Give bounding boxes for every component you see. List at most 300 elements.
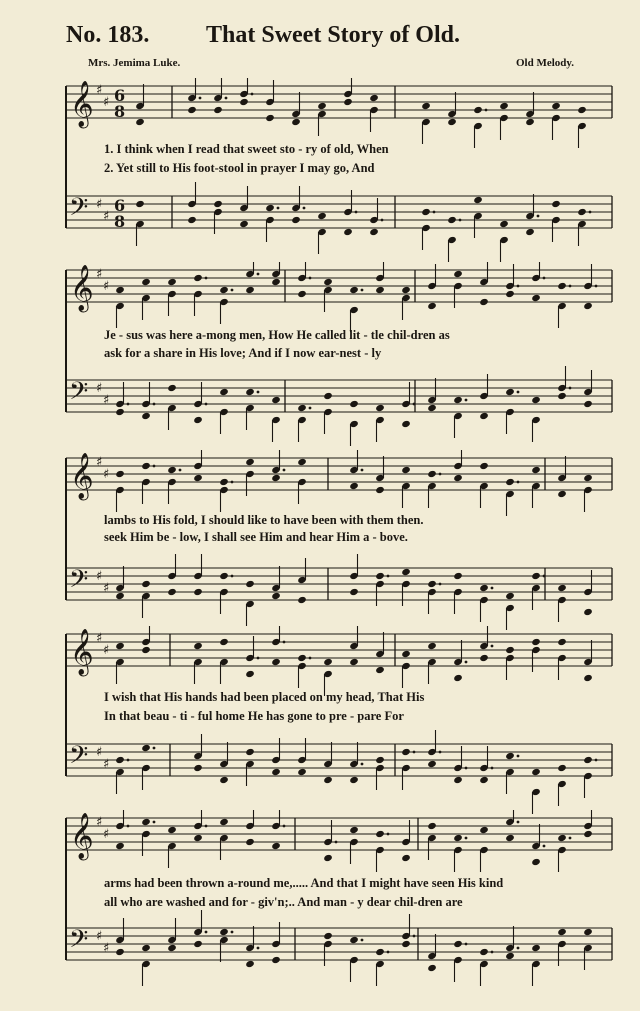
dot — [153, 747, 156, 750]
dot — [459, 219, 462, 222]
notehead — [349, 588, 359, 596]
lyric-line-verse-2: seek Him be - low, I shall see Him and hear Him a - bove. — [104, 530, 408, 544]
music-system-5 — [0, 810, 640, 1000]
notehead — [401, 854, 411, 862]
hymn-number: No. 183. — [66, 22, 150, 48]
notehead — [115, 408, 125, 416]
notehead — [219, 818, 229, 826]
bass-clef-icon: 𝄢 — [69, 565, 89, 600]
notehead — [505, 478, 515, 486]
dot — [543, 277, 546, 280]
notehead — [583, 756, 593, 764]
notehead — [297, 404, 307, 412]
notehead — [479, 462, 489, 470]
dot — [465, 767, 468, 770]
notehead — [317, 212, 327, 220]
sharp-icon: ♯ — [103, 643, 110, 658]
notehead — [245, 580, 255, 588]
dot — [543, 575, 546, 578]
sharp-icon: ♯ — [96, 569, 103, 584]
dot — [335, 841, 338, 844]
notehead — [141, 818, 151, 826]
notehead — [239, 220, 249, 228]
notehead — [115, 756, 125, 764]
sharp-icon: ♯ — [96, 745, 103, 760]
notehead — [557, 584, 567, 592]
notehead — [323, 854, 333, 862]
treble-clef-icon: 𝄞 — [70, 265, 94, 311]
notehead — [297, 458, 307, 466]
dot — [413, 935, 416, 938]
notehead — [557, 764, 567, 772]
dot — [127, 759, 130, 762]
notehead — [557, 392, 567, 400]
dot — [589, 211, 592, 214]
sharp-icon: ♯ — [96, 929, 103, 944]
dot — [517, 947, 520, 950]
notehead — [427, 822, 437, 830]
notehead — [479, 654, 489, 662]
dot — [231, 931, 234, 934]
time-signature-top: 6 — [114, 86, 126, 105]
notehead — [245, 838, 255, 846]
dot — [127, 825, 130, 828]
lyric-line-verse-1: lambs to His fold, I should like to have been with them then. — [104, 513, 424, 527]
dot — [361, 289, 364, 292]
hymn-header — [0, 0, 640, 80]
notehead — [271, 956, 281, 964]
bass-clef-icon: 𝄢 — [69, 377, 89, 412]
notehead — [141, 944, 151, 952]
dot — [199, 97, 202, 100]
notehead — [141, 744, 151, 752]
sharp-icon: ♯ — [103, 95, 110, 110]
notehead — [557, 490, 567, 498]
bass-clef-icon: 𝄢 — [69, 193, 89, 228]
notehead — [427, 302, 437, 310]
dot — [257, 391, 260, 394]
notehead — [219, 572, 229, 580]
notehead — [473, 106, 483, 114]
notehead — [421, 208, 431, 216]
dot — [439, 583, 442, 586]
notehead — [453, 572, 463, 580]
notehead — [577, 106, 587, 114]
notehead — [115, 948, 125, 956]
notehead — [401, 568, 411, 576]
notehead — [213, 106, 223, 114]
notehead — [141, 278, 151, 286]
music-system-1 — [0, 78, 640, 268]
notehead — [421, 102, 431, 110]
notehead — [447, 118, 457, 126]
notehead — [505, 834, 515, 842]
notehead — [349, 826, 359, 834]
notehead — [349, 658, 359, 666]
notehead — [193, 940, 203, 948]
notehead — [401, 286, 411, 294]
notehead — [291, 118, 301, 126]
notehead — [219, 388, 229, 396]
notehead — [401, 466, 411, 474]
lyric-line-verse-1: 1. I think when I read that sweet sto - ry of old, When — [104, 142, 389, 156]
notehead — [141, 646, 151, 654]
dot — [205, 277, 208, 280]
dot — [127, 403, 130, 406]
notehead — [219, 638, 229, 646]
notehead — [115, 286, 125, 294]
dot — [465, 399, 468, 402]
notehead — [219, 478, 229, 486]
time-signature-bottom: 8 — [114, 102, 126, 121]
notehead — [115, 592, 125, 600]
dot — [543, 845, 546, 848]
notehead — [245, 960, 255, 968]
notehead — [531, 638, 541, 646]
dot — [517, 821, 520, 824]
notehead — [531, 466, 541, 474]
notehead — [369, 94, 379, 102]
notehead — [213, 200, 223, 208]
dot — [283, 825, 286, 828]
notehead — [239, 98, 249, 106]
notehead — [323, 776, 333, 784]
dot — [251, 93, 254, 96]
notehead — [135, 200, 145, 208]
notehead — [427, 964, 437, 972]
notehead — [583, 674, 593, 682]
dot — [283, 641, 286, 644]
dot — [277, 207, 280, 210]
dot — [257, 947, 260, 950]
notehead — [577, 208, 587, 216]
dot — [381, 219, 384, 222]
notehead — [349, 936, 359, 944]
dot — [231, 575, 234, 578]
music-system-3 — [0, 450, 640, 640]
hymn-composer: Old Melody. — [516, 57, 575, 69]
notehead — [531, 858, 541, 866]
notehead — [271, 278, 281, 286]
notehead — [167, 384, 177, 392]
music-system-2 — [0, 262, 640, 452]
sharp-icon: ♯ — [103, 393, 110, 408]
dot — [537, 215, 540, 218]
notehead — [245, 286, 255, 294]
notehead — [525, 228, 535, 236]
notehead — [427, 642, 437, 650]
notehead — [291, 216, 301, 224]
notehead — [499, 102, 509, 110]
notehead — [167, 278, 177, 286]
notehead — [427, 470, 437, 478]
notehead — [245, 458, 255, 466]
notehead — [349, 400, 359, 408]
lyric-line-verse-1: arms had been thrown a-round me,..... And that I might have seen His kind — [104, 876, 504, 890]
notehead — [297, 290, 307, 298]
notehead — [167, 588, 177, 596]
dot — [491, 951, 494, 954]
notehead — [219, 928, 229, 936]
dot — [231, 481, 234, 484]
notehead — [479, 412, 489, 420]
notehead — [583, 830, 593, 838]
notehead — [219, 286, 229, 294]
notehead — [473, 196, 483, 204]
notehead — [479, 584, 489, 592]
notehead — [271, 768, 281, 776]
notehead — [375, 486, 385, 494]
notehead — [349, 286, 359, 294]
notehead — [323, 658, 333, 666]
dot — [569, 837, 572, 840]
dot — [205, 825, 208, 828]
notehead — [479, 948, 489, 956]
dot — [465, 837, 468, 840]
dot — [361, 939, 364, 942]
notehead — [401, 940, 411, 948]
sharp-icon: ♯ — [96, 815, 103, 830]
notehead — [245, 670, 255, 678]
sharp-icon: ♯ — [103, 757, 110, 772]
time-signature-bottom: 8 — [114, 212, 126, 231]
notehead — [531, 572, 541, 580]
sharp-icon: ♯ — [103, 467, 110, 482]
notehead — [453, 474, 463, 482]
dot — [179, 469, 182, 472]
dot — [491, 767, 494, 770]
notehead — [375, 666, 385, 674]
notehead — [297, 768, 307, 776]
notehead — [453, 270, 463, 278]
notehead — [187, 216, 197, 224]
dot — [595, 285, 598, 288]
notehead — [583, 400, 593, 408]
dot — [205, 403, 208, 406]
dot — [257, 273, 260, 276]
notehead — [531, 768, 541, 776]
notehead — [551, 200, 561, 208]
notehead — [557, 638, 567, 646]
dot — [491, 645, 494, 648]
notehead — [505, 592, 515, 600]
notehead — [219, 776, 229, 784]
notehead — [141, 580, 151, 588]
dot — [595, 759, 598, 762]
dot — [361, 469, 364, 472]
notehead — [427, 580, 437, 588]
sharp-icon: ♯ — [103, 827, 110, 842]
dot — [439, 473, 442, 476]
notehead — [245, 748, 255, 756]
hymn-title: That Sweet Story of Old. — [206, 22, 460, 48]
notehead — [369, 228, 379, 236]
dot — [283, 469, 286, 472]
notehead — [505, 388, 515, 396]
time-signature-top: 6 — [114, 196, 126, 215]
notehead — [375, 572, 385, 580]
notehead — [167, 826, 177, 834]
notehead — [375, 286, 385, 294]
notehead — [271, 474, 281, 482]
dot — [517, 391, 520, 394]
notehead — [349, 482, 359, 490]
notehead — [271, 842, 281, 850]
dot — [413, 751, 416, 754]
notehead — [557, 282, 567, 290]
notehead — [193, 588, 203, 596]
dot — [491, 587, 494, 590]
notehead — [453, 940, 463, 948]
dot — [465, 943, 468, 946]
bass-clef-icon: 𝄢 — [69, 741, 89, 776]
notehead — [453, 396, 463, 404]
notehead — [557, 834, 567, 842]
dot — [387, 575, 390, 578]
sharp-icon: ♯ — [96, 455, 103, 470]
notehead — [447, 216, 457, 224]
notehead — [551, 102, 561, 110]
sharp-icon: ♯ — [103, 941, 110, 956]
sharp-icon: ♯ — [96, 197, 103, 212]
lyric-line-verse-1: I wish that His hands had been placed on my head, That His — [104, 690, 425, 704]
notehead — [245, 388, 255, 396]
treble-clef-icon: 𝄞 — [70, 81, 94, 127]
notehead — [499, 220, 509, 228]
notehead — [453, 834, 463, 842]
treble-clef-icon: 𝄞 — [70, 453, 94, 499]
notehead — [297, 596, 307, 604]
dot — [205, 931, 208, 934]
dot — [413, 403, 416, 406]
notehead — [583, 474, 593, 482]
lyric-line-verse-2: all who are washed and for - giv'n;.. And man - y dear chil-dren are — [104, 895, 463, 909]
notehead — [375, 830, 385, 838]
notehead — [401, 420, 411, 428]
notehead — [583, 928, 593, 936]
notehead — [135, 118, 145, 126]
notehead — [141, 412, 151, 420]
staff-lines — [0, 450, 640, 640]
lyric-line-verse-1: Je - sus was here a-mong men, How He called lit - tle chil-dren as — [104, 328, 450, 342]
dot — [517, 285, 520, 288]
notehead — [401, 650, 411, 658]
notehead — [479, 298, 489, 306]
notehead — [505, 752, 515, 760]
notehead — [193, 416, 203, 424]
notehead — [271, 658, 281, 666]
sharp-icon: ♯ — [103, 279, 110, 294]
notehead — [115, 470, 125, 478]
dot — [231, 289, 234, 292]
dot — [309, 277, 312, 280]
dot — [225, 97, 228, 100]
notehead — [375, 404, 385, 412]
notehead — [297, 654, 307, 662]
notehead — [525, 118, 535, 126]
notehead — [265, 204, 275, 212]
hymn-author: Mrs. Jemima Luke. — [88, 57, 181, 69]
lyric-line-verse-2: ask for a share in His love; And if I now ear-nest - ly — [104, 346, 382, 360]
notehead — [193, 642, 203, 650]
notehead — [343, 98, 353, 106]
notehead — [317, 102, 327, 110]
notehead — [349, 776, 359, 784]
notehead — [531, 944, 541, 952]
notehead — [505, 646, 515, 654]
notehead — [141, 462, 151, 470]
dot — [569, 285, 572, 288]
notehead — [265, 114, 275, 122]
notehead — [505, 952, 515, 960]
notehead — [583, 608, 593, 616]
lyric-line-verse-2: In that beau - ti - ful home He has gone to pre - pare For — [104, 709, 404, 723]
notehead — [427, 760, 437, 768]
notehead — [375, 948, 385, 956]
sharp-icon: ♯ — [96, 83, 103, 98]
dot — [303, 207, 306, 210]
notehead — [427, 404, 437, 412]
notehead — [479, 826, 489, 834]
dot — [439, 751, 442, 754]
notehead — [343, 228, 353, 236]
dot — [355, 211, 358, 214]
dot — [153, 403, 156, 406]
sharp-icon: ♯ — [96, 267, 103, 282]
notehead — [453, 776, 463, 784]
dot — [387, 833, 390, 836]
dot — [465, 661, 468, 664]
music-system-4 — [0, 626, 640, 816]
sharp-icon: ♯ — [96, 381, 103, 396]
notehead — [505, 290, 515, 298]
notehead — [531, 396, 541, 404]
dot — [433, 211, 436, 214]
notehead — [271, 396, 281, 404]
notehead — [167, 466, 177, 474]
dot — [485, 109, 488, 112]
lyric-line-verse-2: 2. Yet still to His foot-stool in prayer I may go, And — [104, 161, 375, 175]
dot — [153, 465, 156, 468]
dot — [153, 821, 156, 824]
dot — [309, 407, 312, 410]
notehead — [193, 274, 203, 282]
dot — [517, 755, 520, 758]
notehead — [115, 842, 125, 850]
treble-clef-icon: 𝄞 — [70, 629, 94, 675]
dot — [517, 481, 520, 484]
notehead — [557, 928, 567, 936]
notehead — [531, 294, 541, 302]
notehead — [401, 748, 411, 756]
notehead — [583, 302, 593, 310]
notehead — [187, 106, 197, 114]
notehead — [323, 392, 333, 400]
dot — [569, 387, 572, 390]
notehead — [453, 674, 463, 682]
bass-clef-icon: 𝄢 — [69, 925, 89, 960]
notehead — [323, 932, 333, 940]
notehead — [193, 474, 203, 482]
notehead — [193, 834, 203, 842]
sharp-icon: ♯ — [103, 581, 110, 596]
dot — [309, 657, 312, 660]
notehead — [479, 776, 489, 784]
notehead — [271, 592, 281, 600]
treble-clef-icon: 𝄞 — [70, 813, 94, 859]
dot — [257, 657, 260, 660]
notehead — [375, 756, 385, 764]
